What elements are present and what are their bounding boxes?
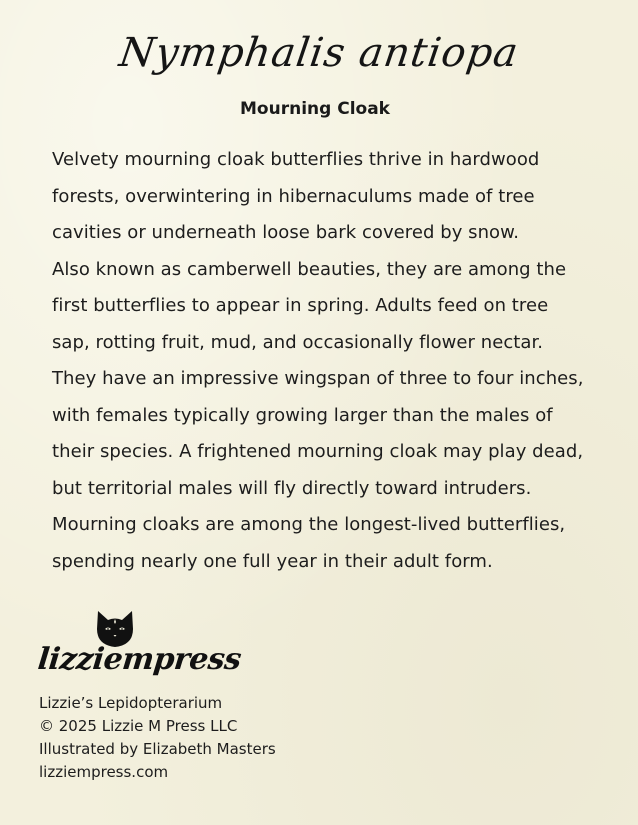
common-name: Mourning Cloak (240, 99, 390, 119)
brand-logo: lizziempress (36, 642, 243, 677)
description-line: Velvety mourning cloak butterflies thrive in hardwood (52, 149, 540, 170)
website-url: lizziempress.com (39, 763, 169, 781)
description-line: their species. A frightened mourning cloak may play dead, (52, 441, 584, 462)
description-line: Also known as camberwell beauties, they are among the (52, 258, 567, 280)
copyright-notice: © 2025 Lizzie M Press LLC (39, 717, 238, 735)
description-line: sap, rotting fruit, mud, and occasionally flower nectar. (52, 331, 544, 353)
description-line: cavities or underneath loose bark covered by snow. (52, 222, 520, 243)
description-line: with females typically growing larger than the males of (52, 404, 553, 426)
description-line: but territorial males will fly directly toward intruders. (52, 477, 532, 499)
description-line: first butterflies to appear in spring. Adults feed on tree (52, 295, 549, 316)
footer-credits (39, 692, 276, 784)
illustrator-credit: Illustrated by Elizabeth Masters (39, 740, 276, 758)
series-title: Lizzie’s Lepidopterarium (39, 694, 223, 712)
description-line: forests, overwintering in hibernaculums made of tree (52, 185, 535, 207)
scientific-name: Nymphalis antiopa (116, 30, 522, 76)
description-line: spending nearly one full year in their adult form. (52, 550, 493, 572)
description-line: They have an impressive wingspan of three to four inches, (52, 368, 584, 389)
description-text (52, 145, 612, 583)
description-line: Mourning cloaks are among the longest-lived butterflies, (52, 514, 566, 535)
